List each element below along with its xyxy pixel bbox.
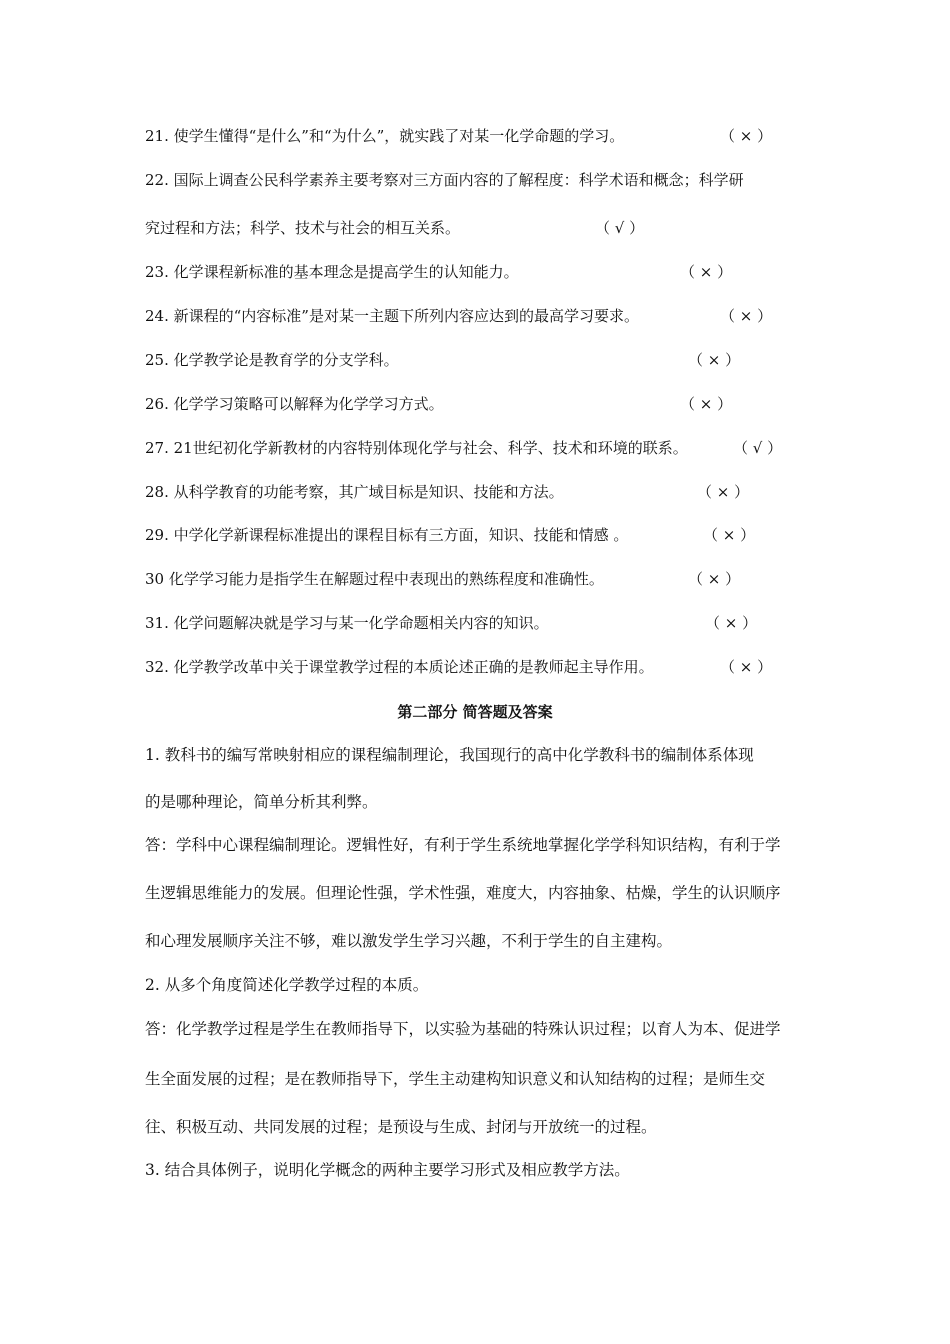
item-24-answer: （ × ） xyxy=(720,307,773,325)
item-22-answer: （ √ ） xyxy=(595,219,645,237)
answer-2-line-2: 生全面发展的过程；是在教师指导下，学生主动建构知识意义和认知结构的过程；是师生交 xyxy=(145,1070,766,1088)
item-28-answer: （ × ） xyxy=(697,483,750,501)
answer-1-line-1: 答：学科中心课程编制理论。逻辑性好，有利于学生系统地掌握化学学科知识结构，有利于学 xyxy=(145,836,781,854)
answer-1-line-2: 生逻辑思维能力的发展。但理论性强，学术性强，难度大，内容抽象、枯燥，学生的认识顺序 xyxy=(145,884,781,902)
item-21-text: 21. 使学生懂得“是什么”和“为什么”，就实践了对某一化学命题的学习。 xyxy=(145,127,625,145)
answer-2-line-3: 往、积极互动、共同发展的过程；是预设与生成、封闭与开放统一的过程。 xyxy=(145,1118,657,1136)
item-32-answer: （ × ） xyxy=(720,658,773,676)
item-22-text: 22. 国际上调查公民科学素养主要考察对三方面内容的了解程度：科学术语和概念；科学研 xyxy=(145,171,744,189)
item-30-answer: （ × ） xyxy=(688,570,741,588)
question-1-line-1: 1. 教科书的编写常映射相应的课程编制理论，我国现行的高中化学教科书的编制体系体现 xyxy=(145,746,754,764)
section-title: 第二部分 简答题及答案 xyxy=(397,703,553,721)
item-25-answer: （ × ） xyxy=(688,351,741,369)
answer-1-line-3: 和心理发展顺序关注不够，难以激发学生学习兴趣，不利于学生的自主建构。 xyxy=(145,932,673,950)
item-31-answer: （ × ） xyxy=(705,614,758,632)
question-1-line-2: 的是哪种理论，简单分析其利弊。 xyxy=(145,793,378,811)
item-29-text: 29. 中学化学新课程标准提出的课程目标有三方面，知识、技能和情感 。 xyxy=(145,526,629,544)
item-23-answer: （ × ） xyxy=(680,263,733,281)
item-24-text: 24. 新课程的“内容标准”是对某一主题下所列内容应达到的最高学习要求。 xyxy=(145,307,639,325)
item-32-text: 32. 化学教学改革中关于课堂教学过程的本质论述正确的是教师起主导作用。 xyxy=(145,658,654,676)
answer-2-line-1: 答：化学教学过程是学生在教师指导下，以实验为基础的特殊认识过程；以育人为本、促进学 xyxy=(145,1020,781,1038)
item-27-text: 27. 21世纪初化学新教材的内容特别体现化学与社会、科学、技术和环境的联系。 xyxy=(145,439,688,457)
item-23-text: 23. 化学课程新标准的基本理念是提高学生的认知能力。 xyxy=(145,263,519,281)
item-30-text: 30 化学学习能力是指学生在解题过程中表现出的熟练程度和准确性。 xyxy=(145,570,604,588)
item-31-text: 31. 化学问题解决就是学习与某一化学命题相关内容的知识。 xyxy=(145,614,549,632)
item-22-continuation: 究过程和方法；科学、技术与社会的相互关系。 xyxy=(145,219,461,237)
item-26-text: 26. 化学学习策略可以解释为化学学习方式。 xyxy=(145,395,444,413)
question-3: 3. 结合具体例子，说明化学概念的两种主要学习形式及相应教学方法。 xyxy=(145,1161,630,1179)
question-2: 2. 从多个角度简述化学教学过程的本质。 xyxy=(145,976,429,994)
item-27-answer: （ √ ） xyxy=(733,439,783,457)
item-29-answer: （ × ） xyxy=(703,526,756,544)
item-26-answer: （ × ） xyxy=(680,395,733,413)
item-25-text: 25. 化学教学论是教育学的分支学科。 xyxy=(145,351,399,369)
item-28-text: 28. 从科学教育的功能考察，其广域目标是知识、技能和方法。 xyxy=(145,483,564,501)
item-21-answer: （ × ） xyxy=(720,127,773,145)
